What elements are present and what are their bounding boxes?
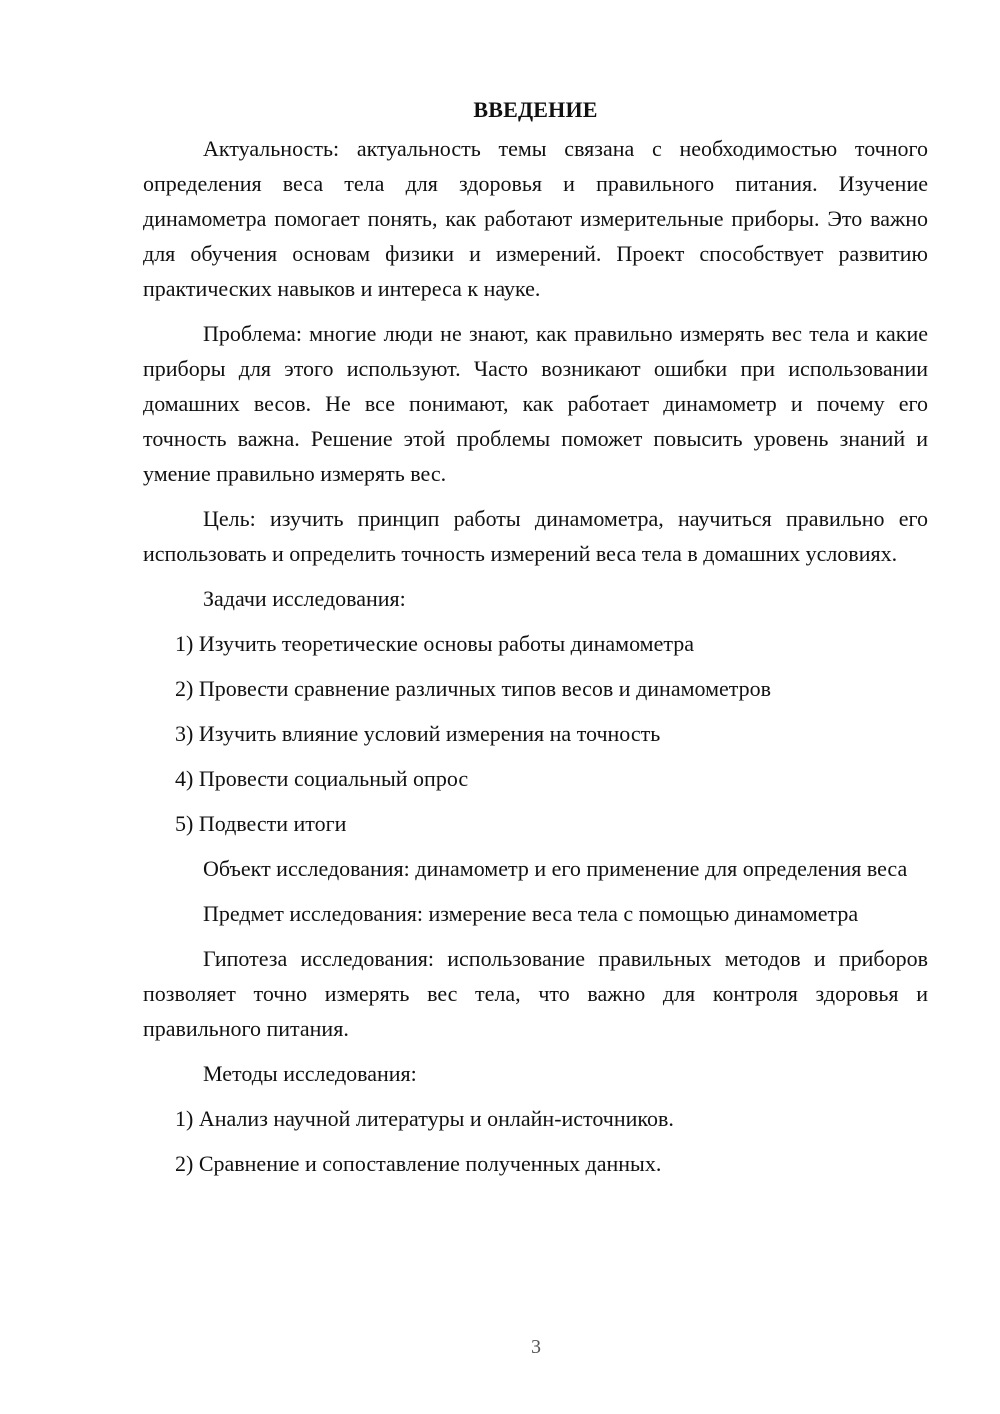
task-item-3: 3) Изучить влияние условий измерения на точность bbox=[175, 721, 661, 746]
method-item-2: 2) Сравнение и сопоставление полученных данных. bbox=[175, 1151, 662, 1176]
task-item-5: 5) Подвести итоги bbox=[175, 811, 347, 836]
task-item-4: 4) Провести социальный опрос bbox=[175, 766, 469, 791]
section-title: ВВЕДЕНИЕ bbox=[473, 97, 598, 122]
methods-list bbox=[143, 1101, 928, 1181]
method-item-1: 1) Анализ научной литературы и онлайн-источников. bbox=[175, 1106, 674, 1131]
goal-paragraph: Цель: изучить принцип работы динамометра, научиться правильно его использовать и определить точность измерений веса тела в домашних условиях. bbox=[143, 506, 928, 566]
task-item-1: 1) Изучить теоретические основы работы динамометра bbox=[175, 631, 694, 656]
tasks-list bbox=[143, 626, 928, 841]
page-number: 3 bbox=[531, 1336, 541, 1358]
problem-paragraph: Проблема: многие люди не знают, как правильно измерять вес тела и какие приборы для этого используют. Часто возникают ошибки при использовании домашних весов. Не все понимают, как работает динамометр и почему его точность важна. Решение этой проблемы поможет повысить уровень знаний и умение правильно измерять вес. bbox=[143, 321, 928, 486]
subject-paragraph: Предмет исследования: измерение веса тела с помощью динамометра bbox=[203, 901, 859, 926]
methods-label: Методы исследования: bbox=[203, 1061, 417, 1086]
tasks-label: Задачи исследования: bbox=[203, 586, 406, 611]
relevance-paragraph: Актуальность: актуальность темы связана с необходимостью точного определения веса тела для здоровья и правильного питания. Изучение динамометра помогает понять, как работают измерительные приборы. Это важно для обучения основам физики и измерений. Проект способствует развитию практических навыков и интереса к науке. bbox=[143, 136, 928, 301]
hypothesis-paragraph: Гипотеза исследования: использование правильных методов и приборов позволяет точно измерять вес тела, что важно для контроля здоровья и правильного питания. bbox=[143, 946, 928, 1041]
object-paragraph: Объект исследования: динамометр и его применение для определения веса bbox=[203, 856, 908, 881]
task-item-2: 2) Провести сравнение различных типов весов и динамометров bbox=[175, 676, 772, 701]
page-content bbox=[143, 92, 928, 1191]
